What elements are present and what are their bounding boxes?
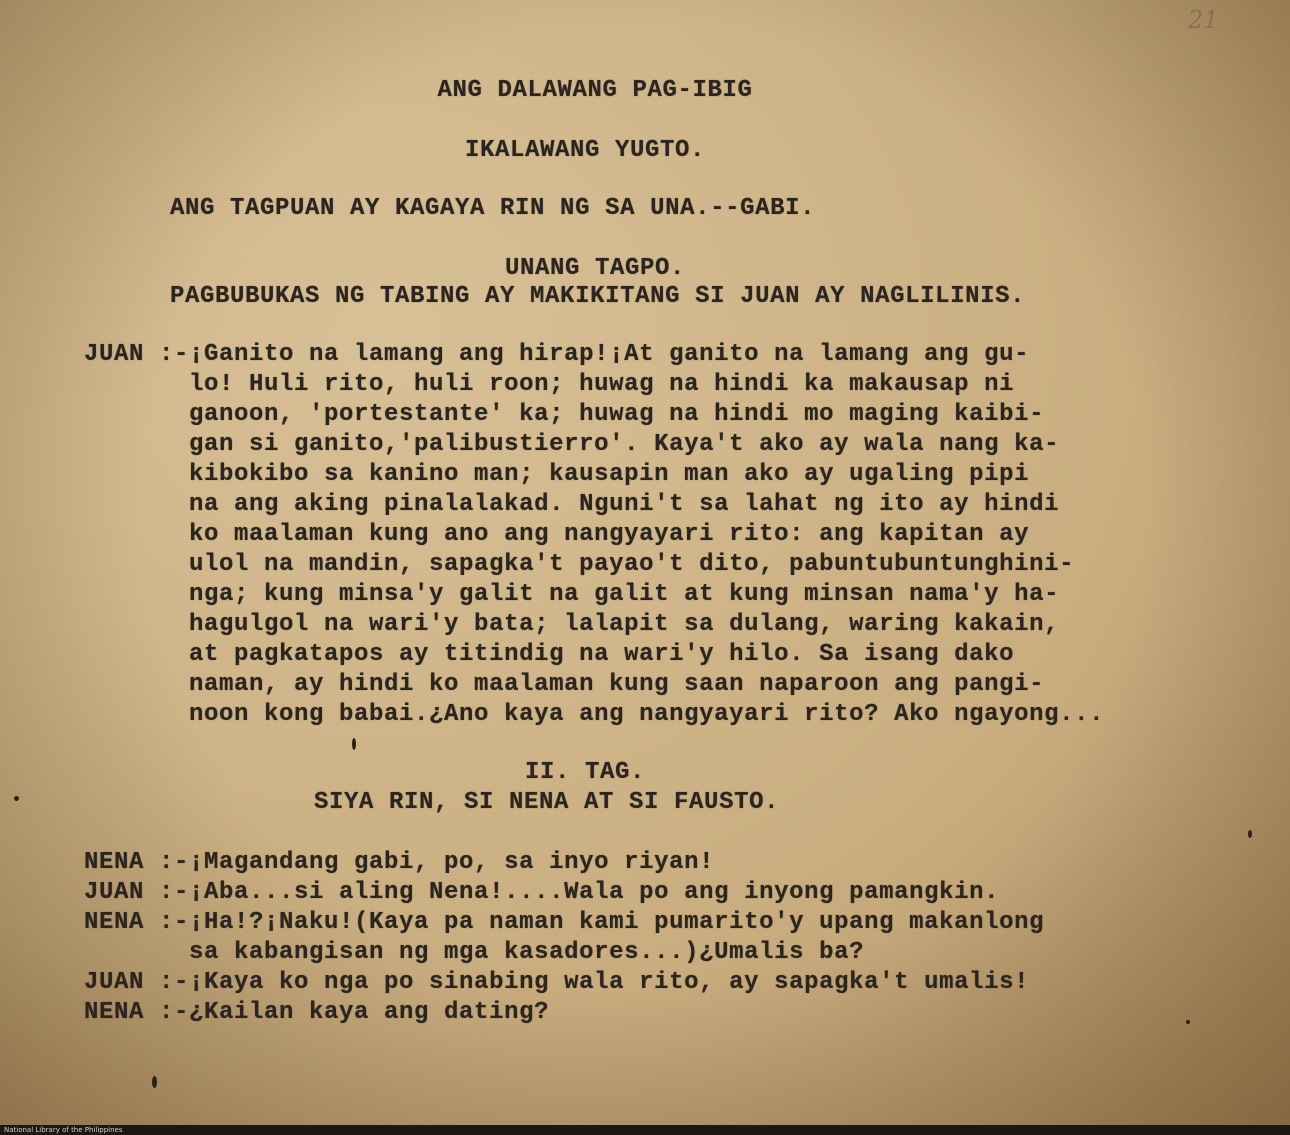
scene2-direction: SIYA RIN, SI NENA AT SI FAUSTO. bbox=[314, 789, 780, 816]
footer-credit: National Library of the Philippines bbox=[4, 1126, 123, 1134]
ink-speck bbox=[352, 738, 356, 750]
act-title: IKALAWANG YUGTO. bbox=[464, 137, 706, 164]
setting-line: ANG TAGPUAN AY KAGAYA RIN NG SA UNA.--GABI. bbox=[170, 195, 816, 222]
ink-speck bbox=[14, 796, 19, 801]
page-number: 21 bbox=[1188, 6, 1219, 34]
scene1-title: UNANG TAGPO. bbox=[504, 255, 686, 282]
scene1-direction: PAGBUBUKAS NG TABING AY MAKIKITANG SI JUAN AY NAGLILINIS. bbox=[170, 283, 1026, 310]
ink-speck bbox=[1186, 1020, 1190, 1024]
ink-speck bbox=[1248, 830, 1252, 838]
juan-monologue: JUAN :-¡Ganito na lamang ang hirap!¡At ganito na lamang ang gu- lo! Huli rito, huli roon; huwag na hindi ka makausap ni ganoon, 'portestante' ka; huwag na hindi mo maging kaibi- gan si ganito,'palibustierro'. Kaya't ako ay wala nang ka- kibokibo sa kanino man; kausapin man ako ay ugaling pipi na ang aking pinalalakad. Nguni't sa lahat ng ito ay hindi ko maalaman kung ano ang nangyayari rito: ang kapitan ay ulol na mandin, sapagka't payao't dito, pabuntubuntunghini- nga; kung minsa'y galit na galit at kung minsan nama'y ha- hagulgol na wari'y bata; lalapit sa dulang, waring kakain, at pagkatapos ay titindig na wari'y hilo. Sa isang dako naman, ay hindi ko maalaman kung saan naparoon ang pangi- noon kong babai.¿Ano kaya ang nangyayari rito? Ako ngayong... bbox=[84, 341, 1105, 728]
play-title: ANG DALAWANG PAG-IBIG bbox=[437, 77, 753, 104]
dialogue-block: NENA :-¡Magandang gabi, po, sa inyo riyan! JUAN :-¡Aba...si aling Nena!....Wala po ang inyong pamangkin. NENA :-¡Ha!?¡Naku!(Kaya pa naman kami pumarito'y upang makanlong sa kabangisan ng mga kasadores...)¿Umalis ba? JUAN :-¡Kaya ko nga po sinabing wala rito, ay sapagka't umalis! NENA :-¿Kailan kaya ang dating? bbox=[84, 849, 1045, 1026]
ink-speck bbox=[152, 1076, 157, 1088]
scene2-title: II. TAG. bbox=[524, 759, 646, 786]
